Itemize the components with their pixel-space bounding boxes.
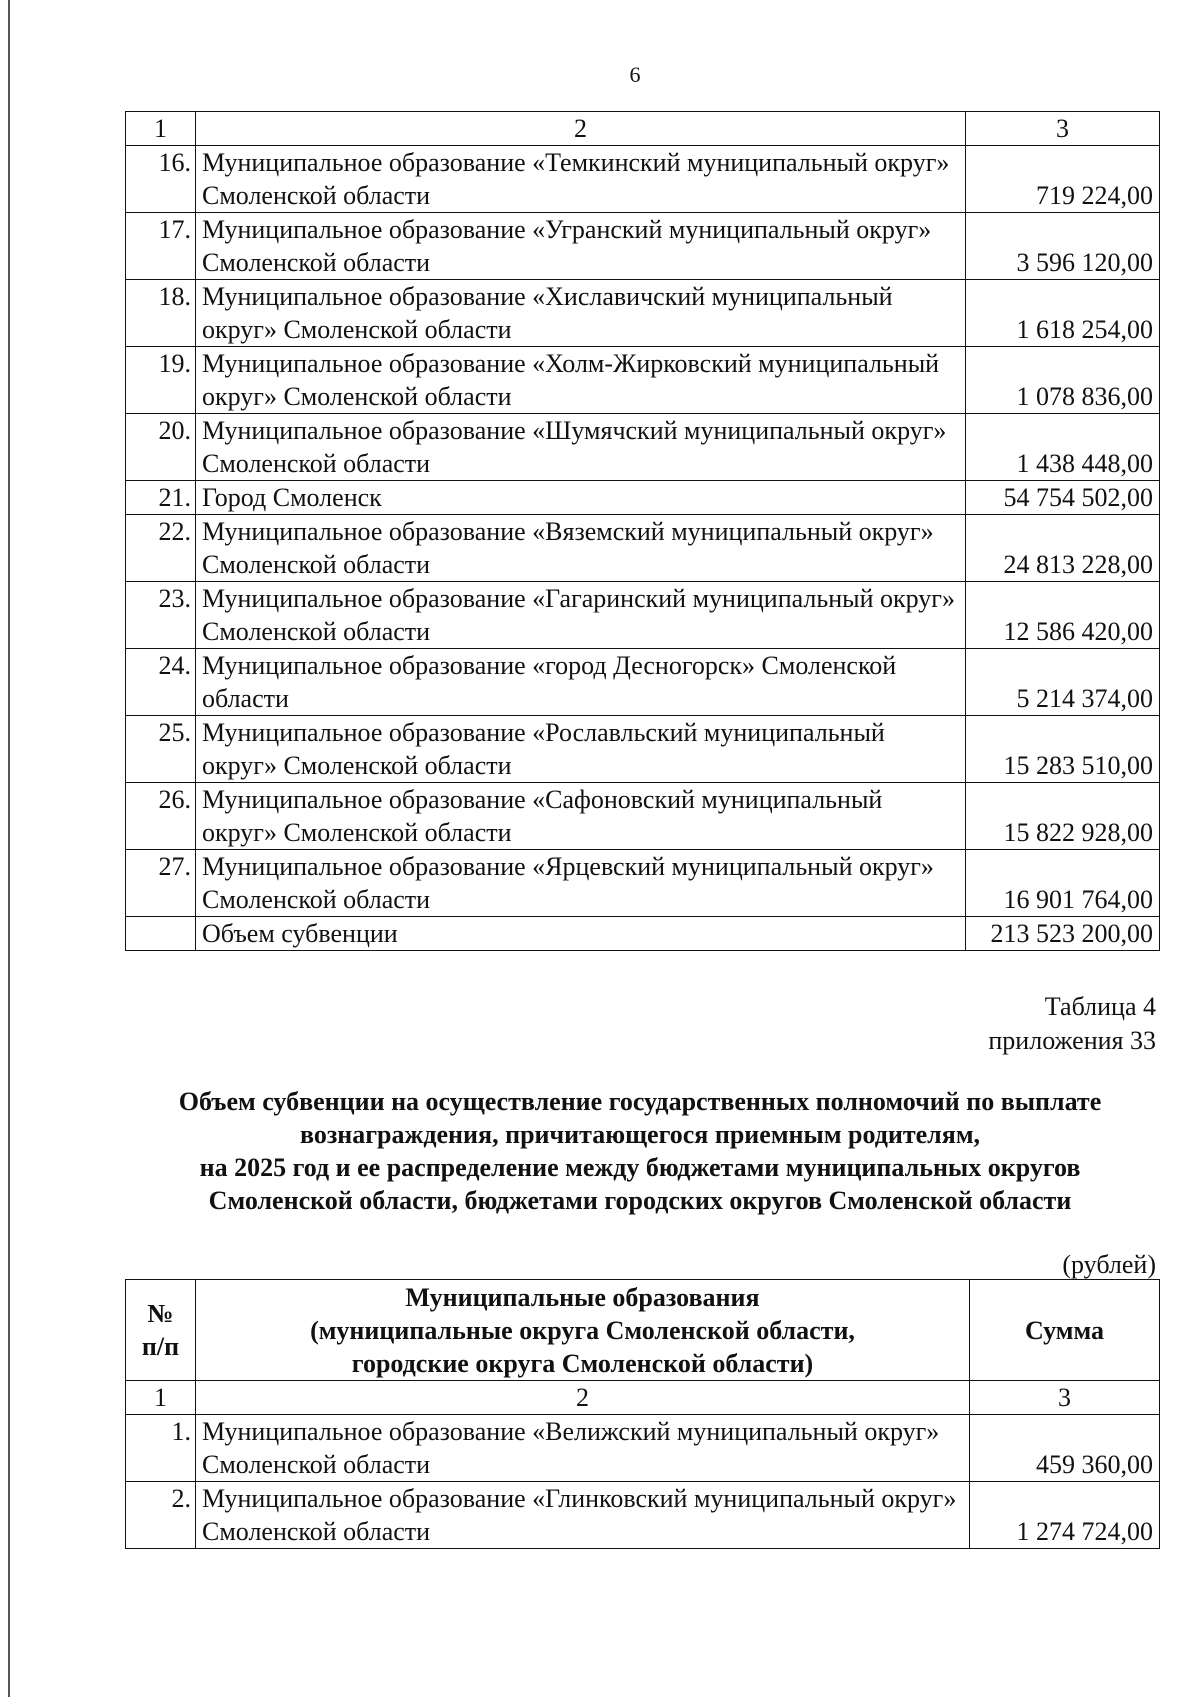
table-caption-number: Таблица 4 — [1044, 992, 1156, 1021]
units-label: (рублей) — [1062, 1250, 1156, 1279]
table-row — [126, 582, 1160, 649]
page-left-edge — [8, 0, 10, 1697]
table-row — [126, 1482, 1160, 1549]
municipality-name: Муниципальное образование «город Десногорск» Смоленской области — [196, 649, 966, 716]
row-amount: 54 754 502,00 — [966, 481, 1160, 515]
empty-cell — [126, 917, 196, 951]
table-row — [126, 280, 1160, 347]
column-number-row — [126, 112, 1160, 146]
municipality-name: Муниципальное образование «Хиславичский муниципальный округ» Смоленской области — [196, 280, 966, 347]
row-amount: 459 360,00 — [970, 1415, 1160, 1482]
row-amount: 15 822 928,00 — [966, 783, 1160, 850]
municipality-name: Муниципальное образование «Ярцевский муниципальный округ» Смоленской области — [196, 850, 966, 917]
header-num: № п/п — [126, 1280, 196, 1381]
subvention-table-continued — [125, 111, 1160, 951]
document-title — [110, 1085, 1170, 1217]
total-row — [126, 917, 1160, 951]
header-sum: Сумма — [970, 1280, 1160, 1381]
row-amount: 5 214 374,00 — [966, 649, 1160, 716]
subvention-table-4 — [125, 1279, 1160, 1549]
column-number-row — [126, 1381, 1160, 1415]
table-row — [126, 1415, 1160, 1482]
page-number: 6 — [629, 62, 641, 87]
row-number: 27. — [126, 850, 196, 917]
table-row — [126, 716, 1160, 783]
col-number-2: 2 — [196, 112, 966, 146]
table-row — [126, 649, 1160, 716]
row-amount: 1 618 254,00 — [966, 280, 1160, 347]
table-row — [126, 146, 1160, 213]
row-number: 22. — [126, 515, 196, 582]
municipality-name: Муниципальное образование «Вяземский муниципальный округ» Смоленской области — [196, 515, 966, 582]
municipality-name: Муниципальное образование «Шумячский муниципальный округ» Смоленской области — [196, 414, 966, 481]
table-caption-appendix: приложения 33 — [988, 1026, 1156, 1055]
row-number: 17. — [126, 213, 196, 280]
table-row — [126, 213, 1160, 280]
total-amount: 213 523 200,00 — [966, 917, 1160, 951]
municipality-name: Муниципальное образование «Гагаринский муниципальный округ» Смоленской области — [196, 582, 966, 649]
municipality-name: Муниципальное образование «Глинковский муниципальный округ» Смоленской области — [196, 1482, 970, 1549]
municipality-name: Город Смоленск — [196, 481, 966, 515]
row-amount: 15 283 510,00 — [966, 716, 1160, 783]
row-amount: 1 274 724,00 — [970, 1482, 1160, 1549]
row-number: 20. — [126, 414, 196, 481]
row-amount: 16 901 764,00 — [966, 850, 1160, 917]
row-amount: 719 224,00 — [966, 146, 1160, 213]
municipality-name: Муниципальное образование «Велижский муниципальный округ» Смоленской области — [196, 1415, 970, 1482]
total-label: Объем субвенции — [196, 917, 966, 951]
row-number: 23. — [126, 582, 196, 649]
table-row — [126, 414, 1160, 481]
municipality-name: Муниципальное образование «Рославльский муниципальный округ» Смоленской области — [196, 716, 966, 783]
municipality-name: Муниципальное образование «Угранский муниципальный округ» Смоленской области — [196, 213, 966, 280]
municipality-name: Муниципальное образование «Сафоновский муниципальный округ» Смоленской области — [196, 783, 966, 850]
row-number: 18. — [126, 280, 196, 347]
row-number: 16. — [126, 146, 196, 213]
title-line: Смоленской области, бюджетами городских округов Смоленской области — [208, 1186, 1072, 1215]
table-row — [126, 850, 1160, 917]
row-number: 26. — [126, 783, 196, 850]
title-line: на 2025 год и ее распределение между бюджетами муниципальных округов — [199, 1153, 1081, 1182]
row-number: 21. — [126, 481, 196, 515]
row-amount: 1 078 836,00 — [966, 347, 1160, 414]
municipality-name: Муниципальное образование «Темкинский муниципальный округ» Смоленской области — [196, 146, 966, 213]
table-header-row — [126, 1280, 1160, 1381]
header-name: Муниципальные образования (муниципальные округа Смоленской области, городские округа Смоленской области) — [196, 1280, 970, 1381]
row-number: 2. — [126, 1482, 196, 1549]
col-number-1: 1 — [126, 112, 196, 146]
row-number: 24. — [126, 649, 196, 716]
row-amount: 12 586 420,00 — [966, 582, 1160, 649]
table-row — [126, 783, 1160, 850]
row-number: 25. — [126, 716, 196, 783]
table-row — [126, 347, 1160, 414]
col-number-2: 2 — [196, 1381, 970, 1415]
col-number-1: 1 — [126, 1381, 196, 1415]
title-line: вознаграждения, причитающегося приемным родителям, — [299, 1120, 981, 1149]
table-row — [126, 481, 1160, 515]
municipality-name: Муниципальное образование «Холм-Жирковский муниципальный округ» Смоленской области — [196, 347, 966, 414]
col-number-3: 3 — [966, 112, 1160, 146]
title-line: Объем субвенции на осуществление государственных полномочий по выплате — [178, 1087, 1102, 1116]
col-number-3: 3 — [970, 1381, 1160, 1415]
row-number: 1. — [126, 1415, 196, 1482]
row-amount: 3 596 120,00 — [966, 213, 1160, 280]
row-amount: 24 813 228,00 — [966, 515, 1160, 582]
row-number: 19. — [126, 347, 196, 414]
table-row — [126, 515, 1160, 582]
row-amount: 1 438 448,00 — [966, 414, 1160, 481]
